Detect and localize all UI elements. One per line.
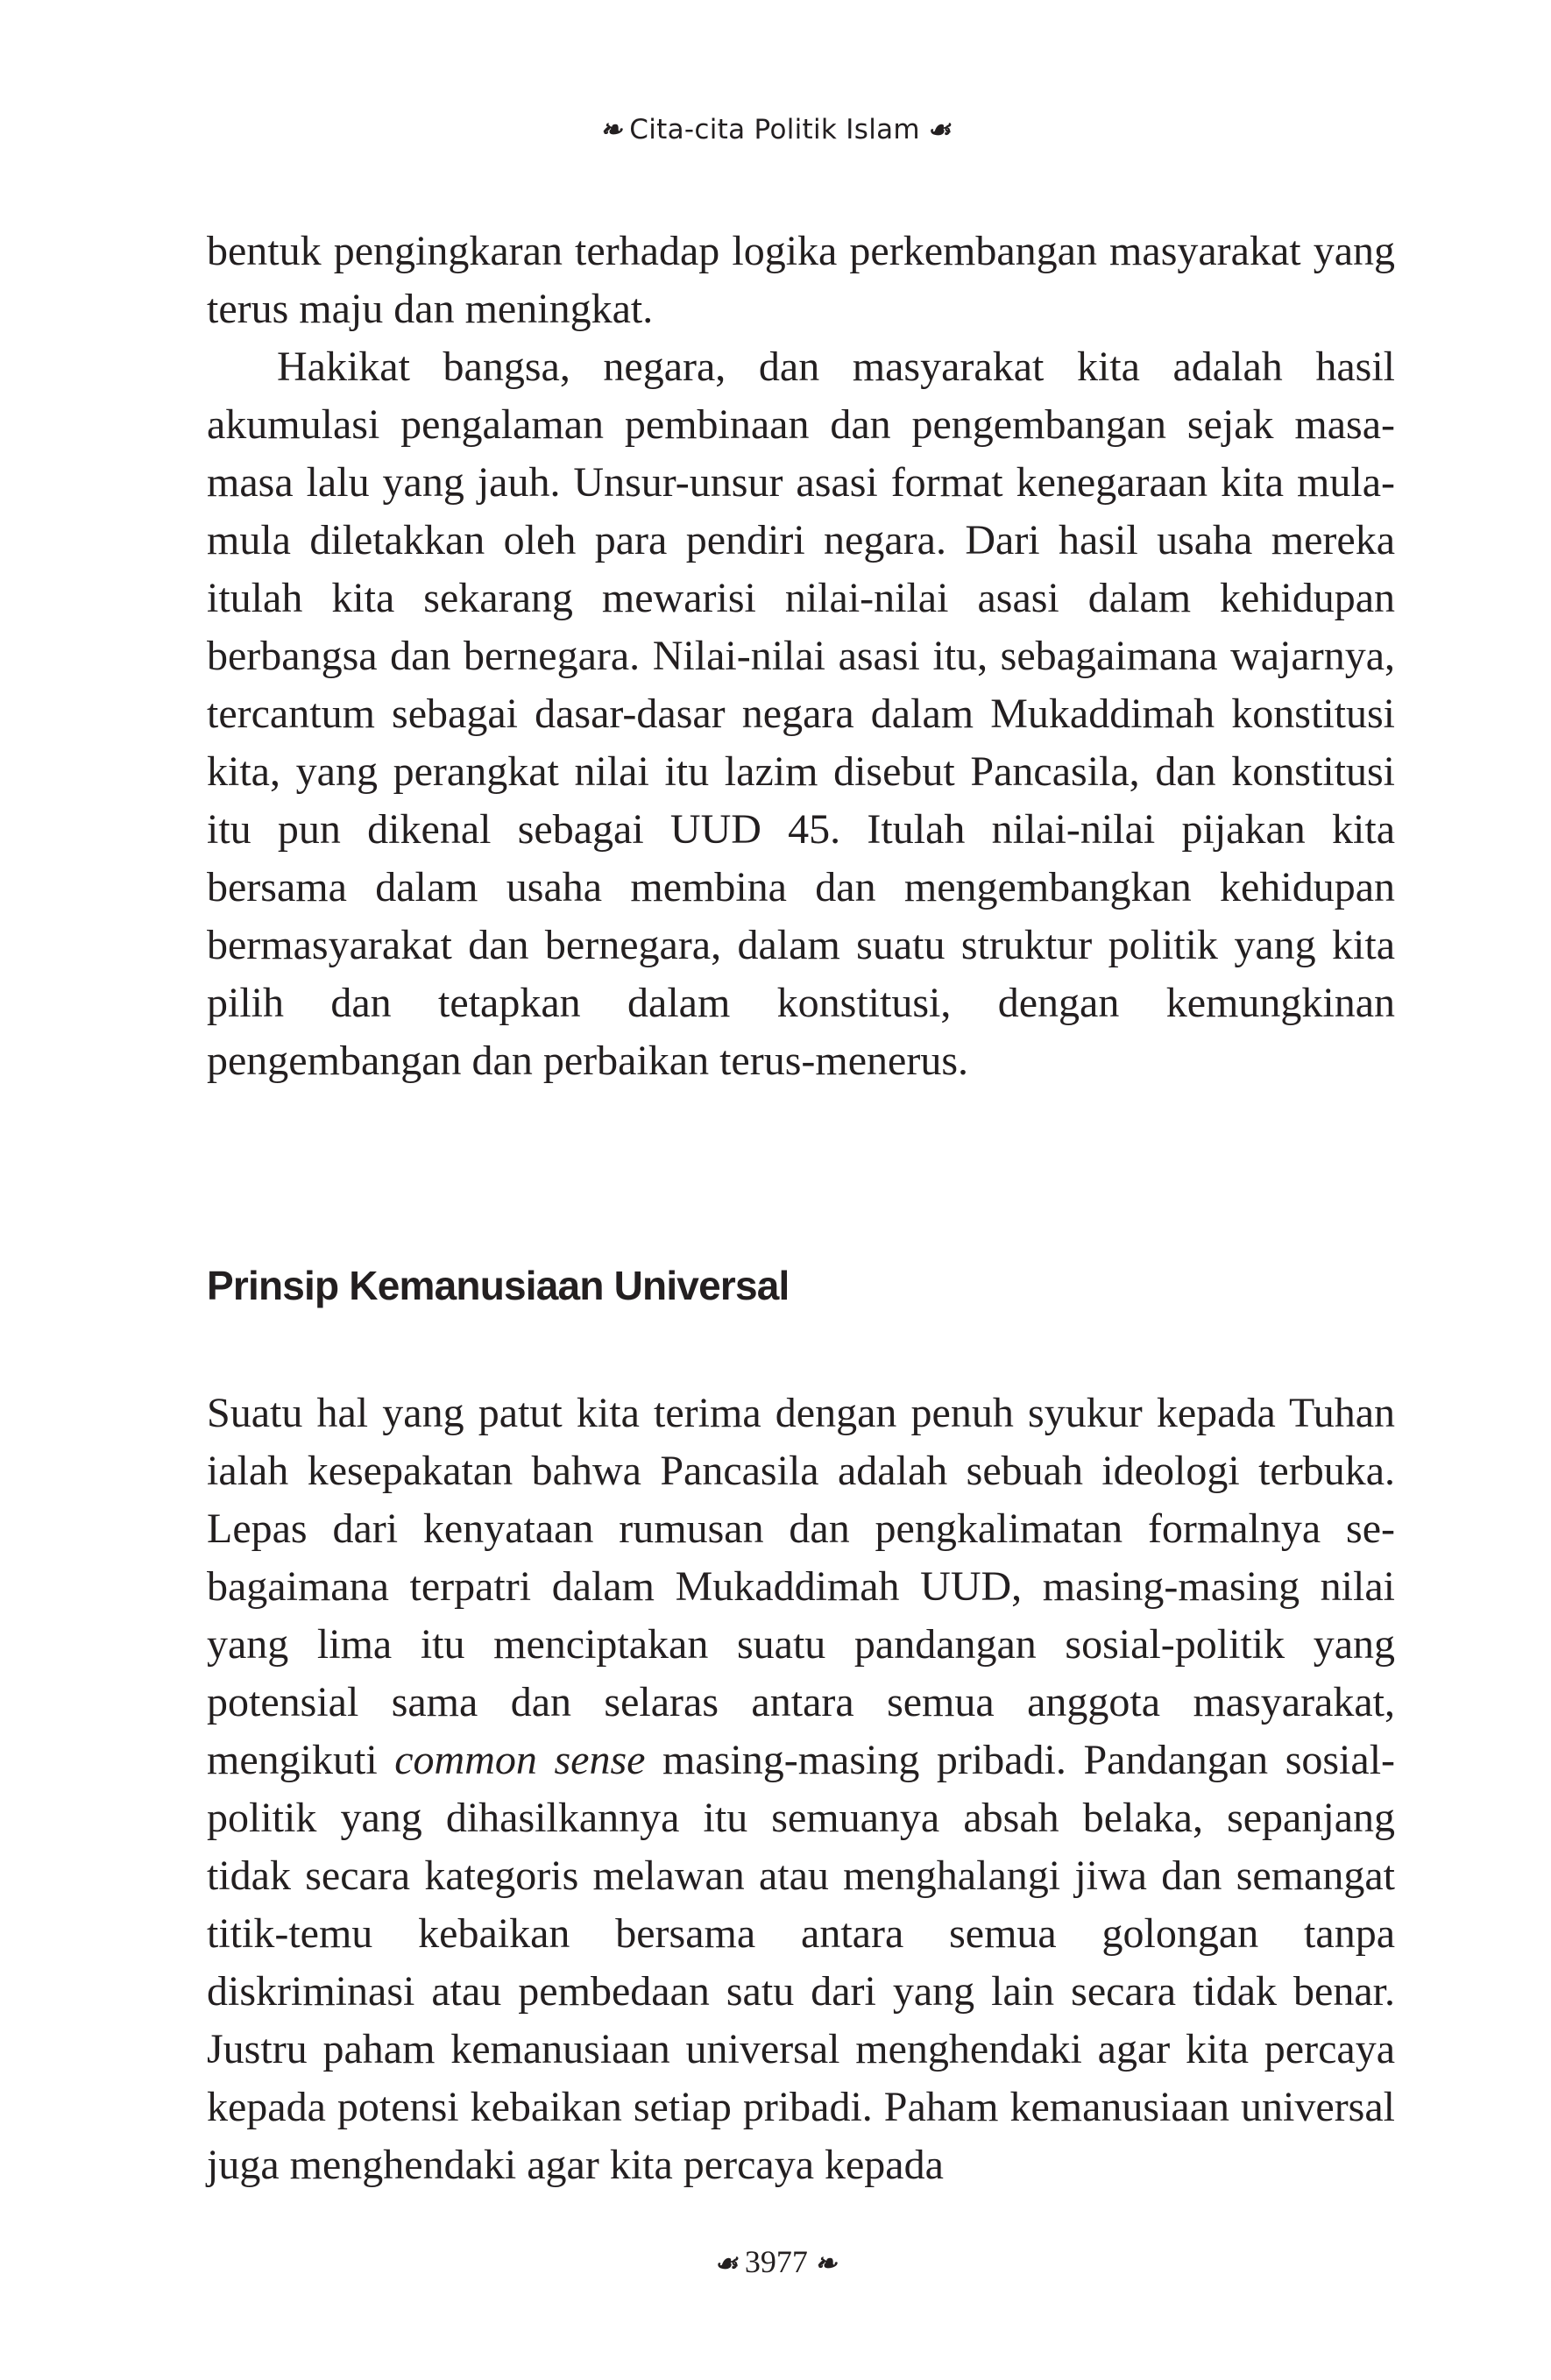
paragraph-continuation: bentuk pengingkaran terhadap logika perkembangan masyarakat yang terus maju dan meningkat. [207, 228, 1395, 332]
paragraph-hakikat: Hakikat bangsa, negara, dan masyarakat kita adalah hasil akumulasi pengalaman pembinaan dan pengembangan sejak masa-masa lalu yang jauh. Unsur-unsur asasi format kenegaraan kita mula-mula diletakkan oleh para pendiri negara. Dari hasil usaha mereka itulah kita sekarang mewarisi nilai-nilai asasi dalam kehidupan berbangsa dan bernegara. Nilai-nilai asasi itu, sebagaimana wajarnya, tercantum sebagai dasar-dasar negara dalam Mukaddimah konstitusi kita, yang perangkat nilai itu lazim disebut Pancasila, dan konstitusi itu pun dikenal sebagai UUD 45. Itulah nilai-nilai pijakan kita bersama dalam usaha membina dan mengembangkan kehidupan bermasyarakat dan bernegara, dalam suatu struktur politik yang kita pilih dan tetapkan dalam konstitusi, dengan kemungkinan pengembangan dan perbaikan terus-menerus. [207, 344, 1395, 1084]
section-heading: Prinsip Kemanusiaan Universal [207, 1263, 790, 1308]
ornament-right-icon: ☙ [926, 115, 952, 145]
italic-term: common sense [394, 1737, 646, 1783]
ornament-left-icon: ❧ [599, 115, 623, 145]
paragraph-suatu-hal [207, 1385, 1395, 2194]
paragraph-text-part-1: Suatu hal yang patut kita terima dengan penuh syukur kepada Tuhan ialah kesepakatan bahwa Pancasila adalah sebuah ideologi terbuka. Lepas dari kenyataan rumusan dan pengkalimatan formalnya sebagaimana terpatri dalam Mukaddimah UUD, masing-masing nilai yang lima itu menciptakan suatu pandangan sosial-politik yang potensial sama dan selaras antara semua anggota masyarakat, mengikuti [207, 1390, 1395, 1783]
footer-ornament-left-icon: ☙ [713, 2249, 738, 2279]
footer-ornament-right-icon: ❧ [814, 2249, 838, 2279]
paragraph-text-part-2: masing-masing pribadi. Pandangan sosial-politik yang dihasilkannya itu semuanya absah belaka, sepanjang tidak secara kategoris melawan atau menghalangi jiwa dan semangat titik-temu kebaikan bersama antara semua golongan tanpa diskriminasi atau pembedaan satu dari yang lain secara tidak benar. Justru paham kemanusiaan universal menghendaki agar kita percaya kepada potensi kebaikan setiap pribadi. Paham kemanusiaan universal juga menghendaki agar kita percaya kepada [207, 1737, 1396, 2188]
running-header [0, 114, 1551, 145]
body-text-block-2 [207, 1385, 1395, 2194]
body-text-block-1 [207, 223, 1395, 1090]
running-header-title: Cita-cita Politik Islam [629, 114, 920, 145]
page-number: 3977 [744, 2244, 808, 2279]
page-footer [0, 2243, 1551, 2280]
